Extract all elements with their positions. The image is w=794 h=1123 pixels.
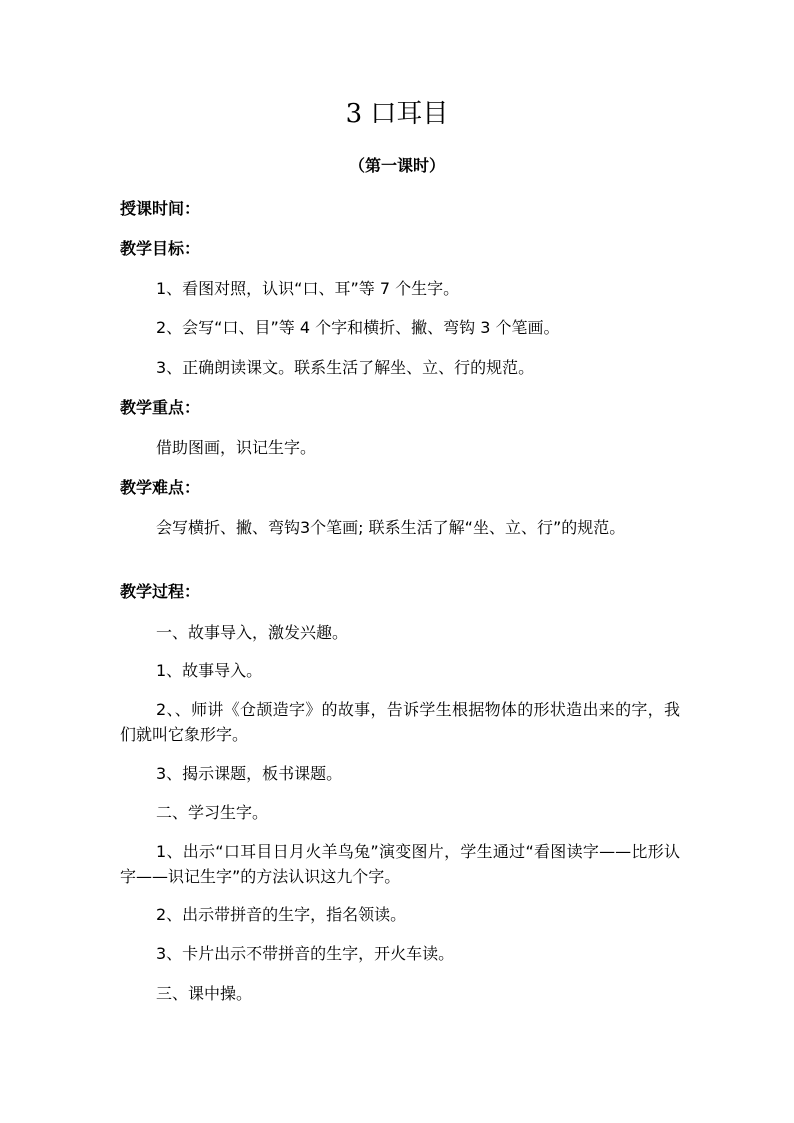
key-heading: 教学重点： <box>120 398 201 417</box>
key-point: 借助图画，识记生字。 <box>156 438 317 457</box>
goals-heading: 教学目标： <box>120 239 201 258</box>
process-step-8: 3、卡片出示不带拼音的生字，开火车读。 <box>156 944 455 963</box>
goal-item-2: 2、会写“口、目”等 4 个字和横折、撇、弯钩 3 个笔画。 <box>156 318 560 337</box>
process-step-2: 1、故事导入。 <box>156 661 263 680</box>
process-step-4: 3、揭示课题，板书课题。 <box>156 764 343 783</box>
document-title: 3 口耳目 <box>345 99 449 129</box>
process-step-1: 一、故事导入，激发兴趣。 <box>156 623 349 642</box>
goal-item-3: 3、正确朗读课文。联系生活了解坐、立、行的规范。 <box>156 358 535 377</box>
process-step-3: 2、、师讲《仓颉造字》的故事，告诉学生根据物体的形状造出来的字，我们就叫它象形字。 <box>120 700 680 744</box>
time-heading: 授课时间： <box>120 199 201 218</box>
process-step-5: 二、学习生字。 <box>156 803 269 822</box>
process-step-6: 1、出示“口耳目日月火羊鸟兔”演变图片，学生通过“看图读字——比形认字——识记生字”的方法认识这九个字。 <box>120 842 680 886</box>
process-step-7: 2、出示带拼音的生字，指名领读。 <box>156 905 407 924</box>
document-subtitle: （第一课时） <box>348 156 445 175</box>
process-heading: 教学过程： <box>120 582 201 601</box>
difficulty-text: 会写横折、撇、弯钩3个笔画; 联系生活了解“坐、立、行”的规范。 <box>156 518 626 537</box>
goal-item-1: 1、看图对照，认识“口、耳”等 7 个生字。 <box>156 279 460 298</box>
difficulty-heading: 教学难点： <box>120 478 201 497</box>
process-step-9: 三、课中操。 <box>156 984 253 1003</box>
